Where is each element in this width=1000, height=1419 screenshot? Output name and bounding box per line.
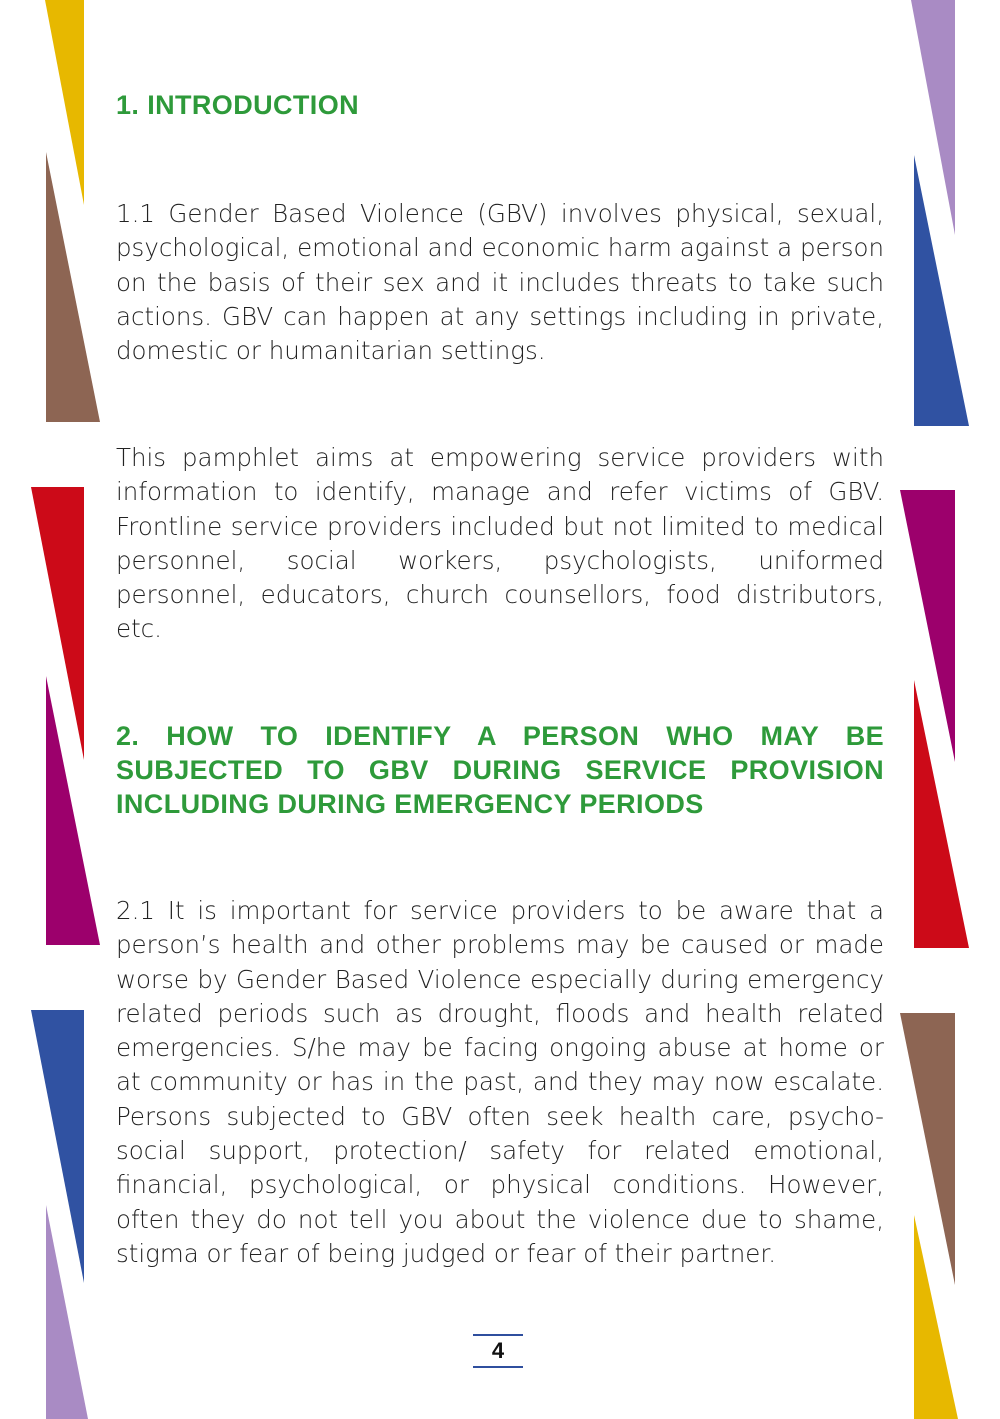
stripe-left-red <box>31 487 84 760</box>
section-2-heading-line-2: SUBJECTED TO GBV DURING SERVICE PROVISION <box>116 755 884 785</box>
page-number: 4 <box>473 1334 523 1368</box>
section-2-paragraph-2-1: 2.1 It is important for service providers to be aware that a person’s health and other problems may be caused or made worse by Gender Based Violence especially during emergency related periods such as drought, floods and health related emergencies. S/he may be facing ongoing abuse at home or at community or has in the past, and they may now escalate. Persons subjected to GBV often seek health care, psycho-social support, protection/ safety for related emotional, financial, psychological, or physical conditions. However, often they do not tell you about the violence due to shame, stigma or fear of being judged or fear of their partner. <box>116 896 884 1268</box>
stripe-right-red <box>914 680 969 948</box>
stripe-left-magenta <box>46 676 100 945</box>
stripe-right-magenta <box>900 490 955 762</box>
intro-paragraph-1-1: 1.1 Gender Based Violence (GBV) involves physical, sexual, psychological, emotional and economic harm against a person on the basis of their sex and it includes threats to take such actions. GBV can happen at any settings including in private, domestic or humanitarian settings. <box>116 199 884 366</box>
stripe-left-yellow <box>45 0 84 205</box>
intro-paragraph-pamphlet-aims: This pamphlet aims at empowering service providers with information to identify, manage and refer victims of GBV. Frontline service providers included but not limited to medical personnel, social workers, psychologists, uniformed personnel, educators, church counsellors, food distributors, etc. <box>116 443 884 644</box>
stripe-right-blue <box>914 155 969 426</box>
section-2-heading-line-3: INCLUDING DURING EMERGENCY PERIODS <box>116 789 704 819</box>
section-2-heading <box>116 719 884 821</box>
section-2-heading-line-1: 2. HOW TO IDENTIFY A PERSON WHO MAY BE <box>116 721 884 751</box>
section-1-heading: 1. INTRODUCTION <box>116 90 360 120</box>
stripe-left-blue <box>31 1010 84 1283</box>
stripe-right-brown <box>900 1013 955 1285</box>
stripe-left-brown <box>46 152 100 422</box>
